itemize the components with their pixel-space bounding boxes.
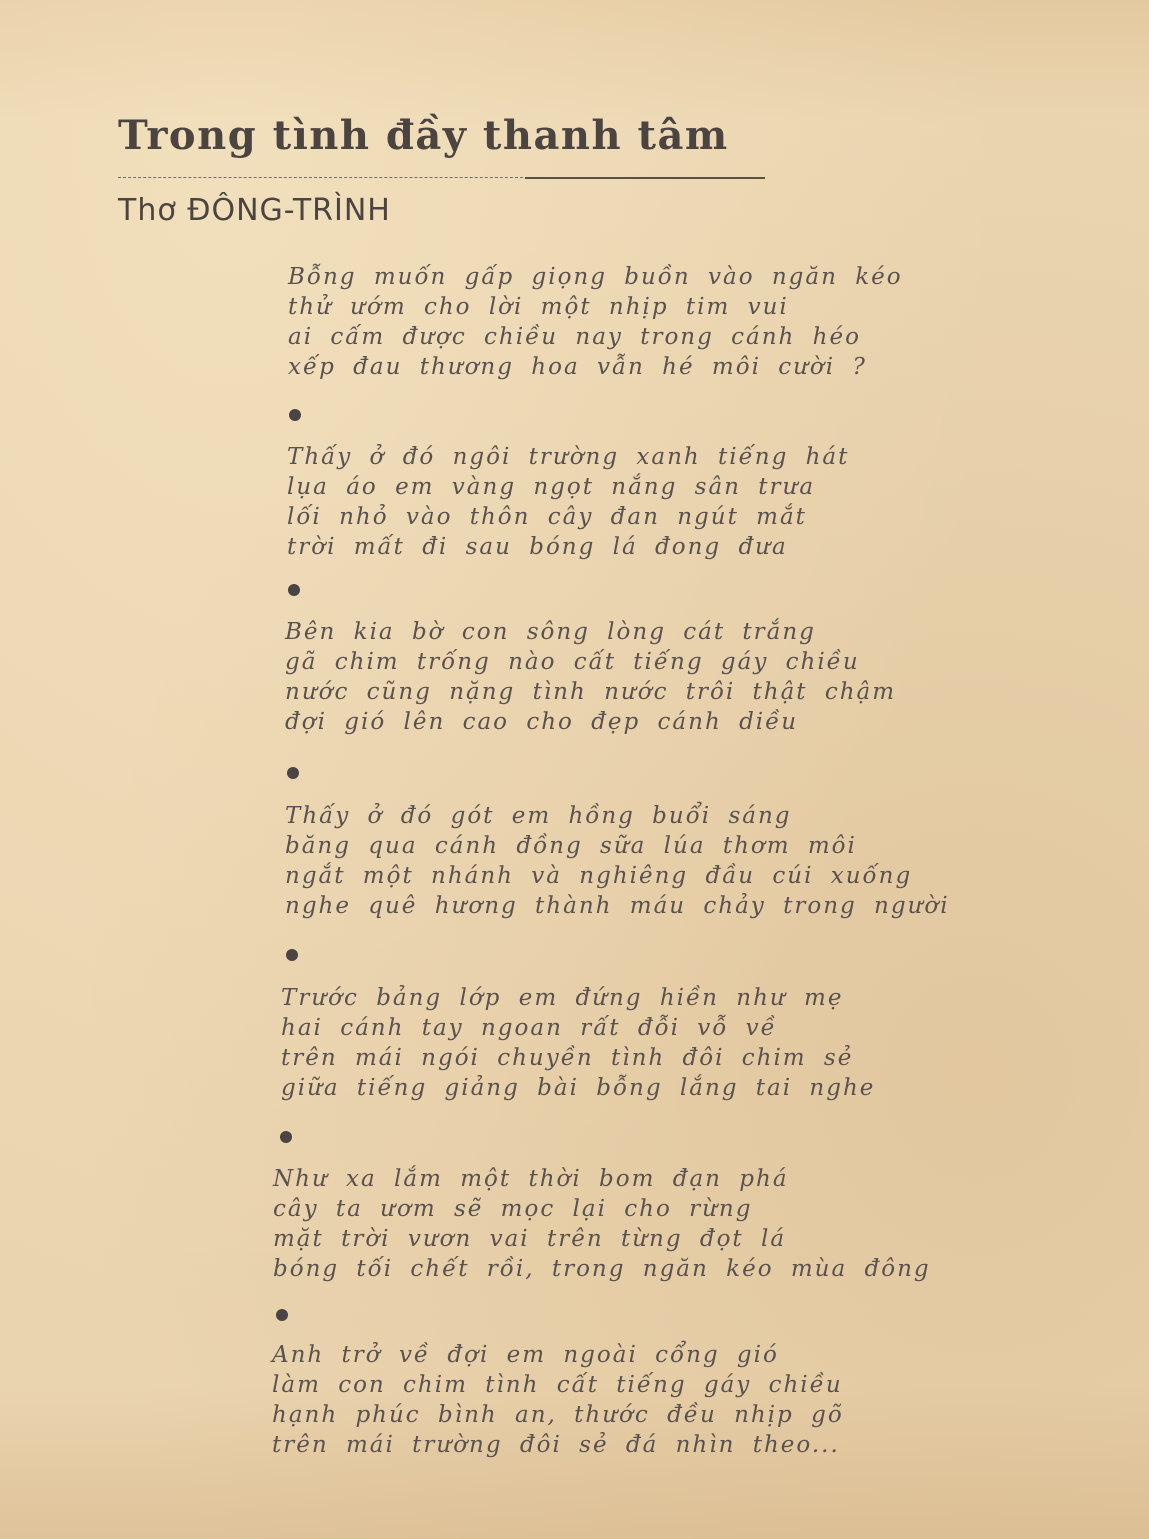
poem-line: làm con chim tình cất tiếng gáy chiều	[272, 1372, 843, 1398]
poem-line: trời mất đi sau bóng lá đong đưa	[287, 534, 788, 560]
poem-line: Bên kia bờ con sông lòng cát trắng	[285, 619, 816, 645]
poem-line: Bỗng muốn gấp giọng buồn vào ngăn kéo	[288, 264, 903, 290]
poem-line: Thấy ở đó gót em hồng buổi sáng	[285, 803, 792, 829]
title-underline-dashed	[118, 177, 523, 178]
poem-line: Thấy ở đó ngôi trường xanh tiếng hát	[287, 444, 850, 470]
poem-line: nghe quê hương thành máu chảy trong người	[285, 893, 950, 919]
poem-line: trên mái ngói chuyền tình đôi chim sẻ	[281, 1045, 854, 1071]
stanza-separator-dot	[287, 767, 299, 779]
poem-line: bóng tối chết rồi, trong ngăn kéo mùa đông	[273, 1256, 931, 1282]
poem-line: hai cánh tay ngoan rất đỗi vỗ về	[281, 1015, 777, 1041]
stanza-5	[281, 983, 875, 1103]
poem-line: gã chim trống nào cất tiếng gáy chiều	[285, 649, 860, 675]
stanza-4	[285, 801, 950, 921]
poem-line: đợi gió lên cao cho đẹp cánh diều	[285, 709, 799, 735]
poem-line: Trước bảng lớp em đứng hiền như mẹ	[281, 985, 844, 1011]
poem-title: Trong tình đầy thanh tâm	[118, 112, 729, 159]
poem-line: Anh trở về đợi em ngoài cổng gió	[272, 1342, 779, 1368]
poem-line: mặt trời vươn vai trên từng đọt lá	[273, 1226, 787, 1252]
poem-line: giữa tiếng giảng bài bỗng lắng tai nghe	[281, 1075, 876, 1101]
stanza-6	[273, 1164, 931, 1284]
stanza-1	[288, 262, 903, 382]
stanza-separator-dot	[288, 584, 300, 596]
poem-line: băng qua cánh đồng sữa lúa thơm môi	[285, 833, 857, 859]
stanza-2	[287, 442, 849, 562]
poem-line: xếp đau thương hoa vẫn hé môi cười ?	[288, 354, 867, 380]
poem-line: cây ta ươm sẽ mọc lại cho rừng	[273, 1196, 753, 1222]
poem-line: lối nhỏ vào thôn cây đan ngút mắt	[287, 504, 807, 530]
stanza-separator-dot	[286, 949, 298, 961]
stanza-3	[285, 617, 896, 737]
poem-author: Thơ ĐÔNG-TRÌNH	[118, 193, 391, 228]
stanza-separator-dot	[276, 1309, 288, 1321]
poem-line: ngắt một nhánh và nghiêng đầu cúi xuống	[285, 863, 913, 889]
poem-line: thử ướm cho lời một nhịp tim vui	[288, 294, 789, 320]
poem-line: ai cấm được chiều nay trong cánh héo	[288, 324, 861, 350]
poem-line: lụa áo em vàng ngọt nắng sân trưa	[287, 474, 816, 500]
poem-line: hạnh phúc bình an, thước đều nhịp gõ	[272, 1402, 844, 1428]
title-underline-solid	[525, 177, 765, 179]
stanza-separator-dot	[280, 1131, 292, 1143]
poem-line: nước cũng nặng tình nước trôi thật chậm	[285, 679, 897, 705]
stanza-separator-dot	[289, 409, 301, 421]
poem-line: trên mái trường đôi sẻ đá nhìn theo...	[272, 1432, 840, 1458]
poem-line: Như xa lắm một thời bom đạn phá	[273, 1166, 789, 1192]
stanza-7	[272, 1340, 844, 1460]
